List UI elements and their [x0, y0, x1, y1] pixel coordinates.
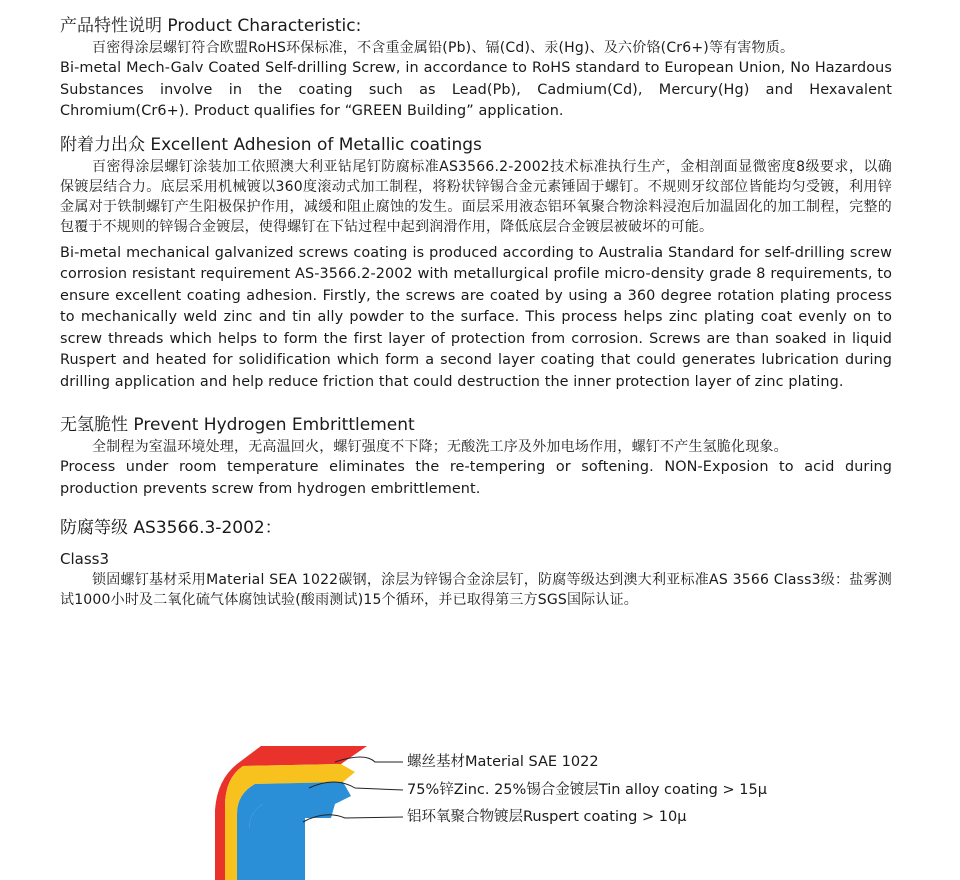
- label-ruspert-coating: 铝环氧聚合物镀层Ruspert coating > 10μ: [407, 809, 687, 825]
- section-product-characteristic: [60, 14, 892, 123]
- label-alloy-coating: 75%锌Zinc. 25%锡合金镀层Tin alloy coating > 15μ: [407, 782, 767, 798]
- section-corrosion-grade: [60, 516, 892, 610]
- chinese-paragraph: 百密得涂层螺钉涂装加工依照澳大利亚钻尾钉防腐标准AS3566.2-2002技术标准执行生产，金相剖面显微密度8级要求，以确保镀层结合力。底层采用机械镀以360度滚动式加工制程，将粉状锌锡合金元素锤固于螺钉。不规则牙纹部位皆能均匀受镀，利用锌金属对于铁制螺钉产生阳极保护作用，减缓和阻止腐蚀的发生。面层采用液态铝环氧聚合物涂料浸泡后加温固化的加工制程，完整的包覆于不规则的锌锡合金镀层，使得螺钉在下钻过程中起到润滑作用，降低底层合金镀层被破坏的可能。: [60, 158, 892, 235]
- document-page: [60, 14, 892, 610]
- class-subheading: Class3: [60, 550, 110, 568]
- english-paragraph: Process under room temperature eliminates the re-tempering or softening. NON-Exposion to acid during production prevents screw from hydrogen embrittlement.: [60, 459, 892, 497]
- leader-line-ruspert: [303, 815, 403, 822]
- english-paragraph: Bi-metal Mech-Galv Coated Self-drilling Screw, in accordance to RoHS standard to European Union, No Hazardous Substances involve in the coating such as Lead(Pb), Cadmium(Cd), Mercury(Hg) and Hexavalent Chromium(Cr6+). Product qualifies for “GREEN Building” application.: [60, 60, 892, 119]
- label-base-material: 螺丝基材Material SAE 1022: [407, 754, 599, 770]
- section-hydrogen-embrittlement: [60, 413, 892, 500]
- coating-layers-diagram: [215, 742, 815, 880]
- section-adhesion: [60, 133, 892, 394]
- section-heading: 无氢脆性 Prevent Hydrogen Embrittlement: [60, 415, 415, 435]
- english-paragraph: Bi-metal mechanical galvanized screws coating is produced according to Australia Standard for self-drilling screw corrosion resistant requirement AS-3566.2-2002 with metallurgical profile micro-density grade 8 requirements, to ensure excellent coating adhesion. Firstly, the screws are coated by using a 360 degree rotation plating process to mechanically weld zinc and tin ally powder to the surface. This process helps zinc plating coat evenly on to screw threads which helps to form the first layer of protection from corrosion. Screws are than soaked in liquid Ruspert and heated for solidification which form a second layer coating that could generates lubrication during drilling application and help reduce friction that could destruction the inner protection layer of zinc plating.: [60, 244, 892, 390]
- chinese-paragraph: 锁固螺钉基材采用Material SEA 1022碳钢，涂层为锌锡合金涂层钉，防腐等级达到澳大利亚标准AS 3566 Class3级：盐雾测试1000小时及二氧化硫气体腐蚀试验(酸雨测试)15个循环，并已取得第三方SGS国际认证。: [60, 572, 892, 608]
- chinese-paragraph: 百密得涂层螺钉符合欧盟RoHS环保标准，不含重金属铅(Pb)、镉(Cd)、汞(Hg)、及六价铬(Cr6+)等有害物质。: [92, 40, 795, 56]
- section-heading: 附着力出众 Excellent Adhesion of Metallic coatings: [60, 134, 482, 155]
- chinese-paragraph: 全制程为室温环境处理，无高温回火，螺钉强度不下降；无酸洗工序及外加电场作用，螺钉不产生氢脆化现象。: [92, 439, 788, 455]
- section-heading: 防腐等级 AS3566.3-2002：: [60, 518, 282, 538]
- section-heading: 产品特性说明 Product Characteristic:: [60, 16, 362, 36]
